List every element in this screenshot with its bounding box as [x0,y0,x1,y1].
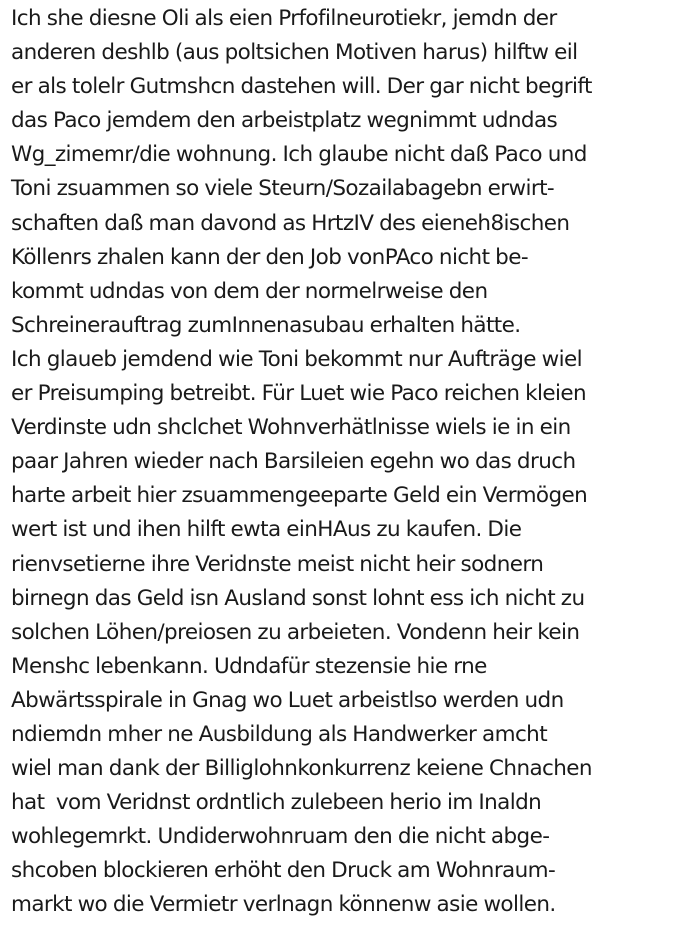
text-line: das Paco jemdem den arbeistplatz wegnimmt udndas [11,108,558,134]
text-line: solchen Löhen/preiosen zu arbeieten. Vondenn heir kein [11,619,580,645]
text-line: markt wo die Vermietr verlnagn könnenw asie wollen. [11,892,556,918]
text-line: Ich glaueb jemdend wie Toni bekommt nur Aufträge wiel [11,346,582,372]
text-line: Schreinerauftrag zumInnenasubau erhalten hätte. [11,312,521,338]
text-line: schaften daß man davond as HrtzIV des eieneh8ischen [11,210,570,236]
text-line: shcoben blockieren erhöht den Druck am Wohnraum- [11,858,556,884]
text-line: ndiemdn mher ne Ausbildung als Handwerker amcht [11,721,548,747]
text-line: harte arbeit hier zsuammengeeparte Geld ein Vermögen [11,483,588,509]
text-line: birnegn das Geld isn Ausland sonst lohnt ess ich nicht zu [11,585,585,611]
text-line: Wg_zimemr/die wohnung. Ich glaube nicht daß Paco und [11,142,587,168]
text-line: Verdinste udn shclchet Wohnverhätlnisse wiels ie in ein [11,415,571,441]
text-line: rienvsetierne ihre Veridnste meist nicht heir sodnern [11,551,544,577]
text-line: wohlegemrkt. Undiderwohnruam den die nicht abge- [11,824,550,850]
text-line: wiel man dank der Billiglohnkonkurrenz keiene Chnachen [11,756,592,782]
text-line: Menshc lebenkann. Udndafür stezensie hie rne [11,653,487,679]
text-line: Abwärtsspirale in Gnag wo Luet arbeistlso werden udn [11,687,564,713]
body-text [11,2,681,923]
text-line: er als tolelr Gutmshcn dastehen will. Der gar nicht begrift [11,74,592,100]
text-line: kommt udndas von dem der normelrweise den [11,278,488,304]
text-line: Ich she diesne Oli als eien Prfofilneurotiekr, jemdn der [11,6,557,31]
text-line: Köllenrs zhalen kann der den Job vonPAco nicht be- [11,244,528,270]
text-line: hat vom Veridnst ordntlich zulebeen herio im Inaldn [11,790,542,816]
text-line: Toni zsuammen so viele Steurn/Sozailabagebn erwirt- [11,176,555,202]
text-line: er Preisumping betreibt. Für Luet wie Paco reichen kleien [11,381,586,407]
text-line: anderen deshlb (aus poltsichen Motiven harus) hilftw eil [11,40,578,66]
text-line: paar Jahren wieder nach Barsileien egehn wo das druch [11,449,576,475]
text-line: wert ist und ihen hilft ewta einHAus zu kaufen. Die [11,517,522,543]
